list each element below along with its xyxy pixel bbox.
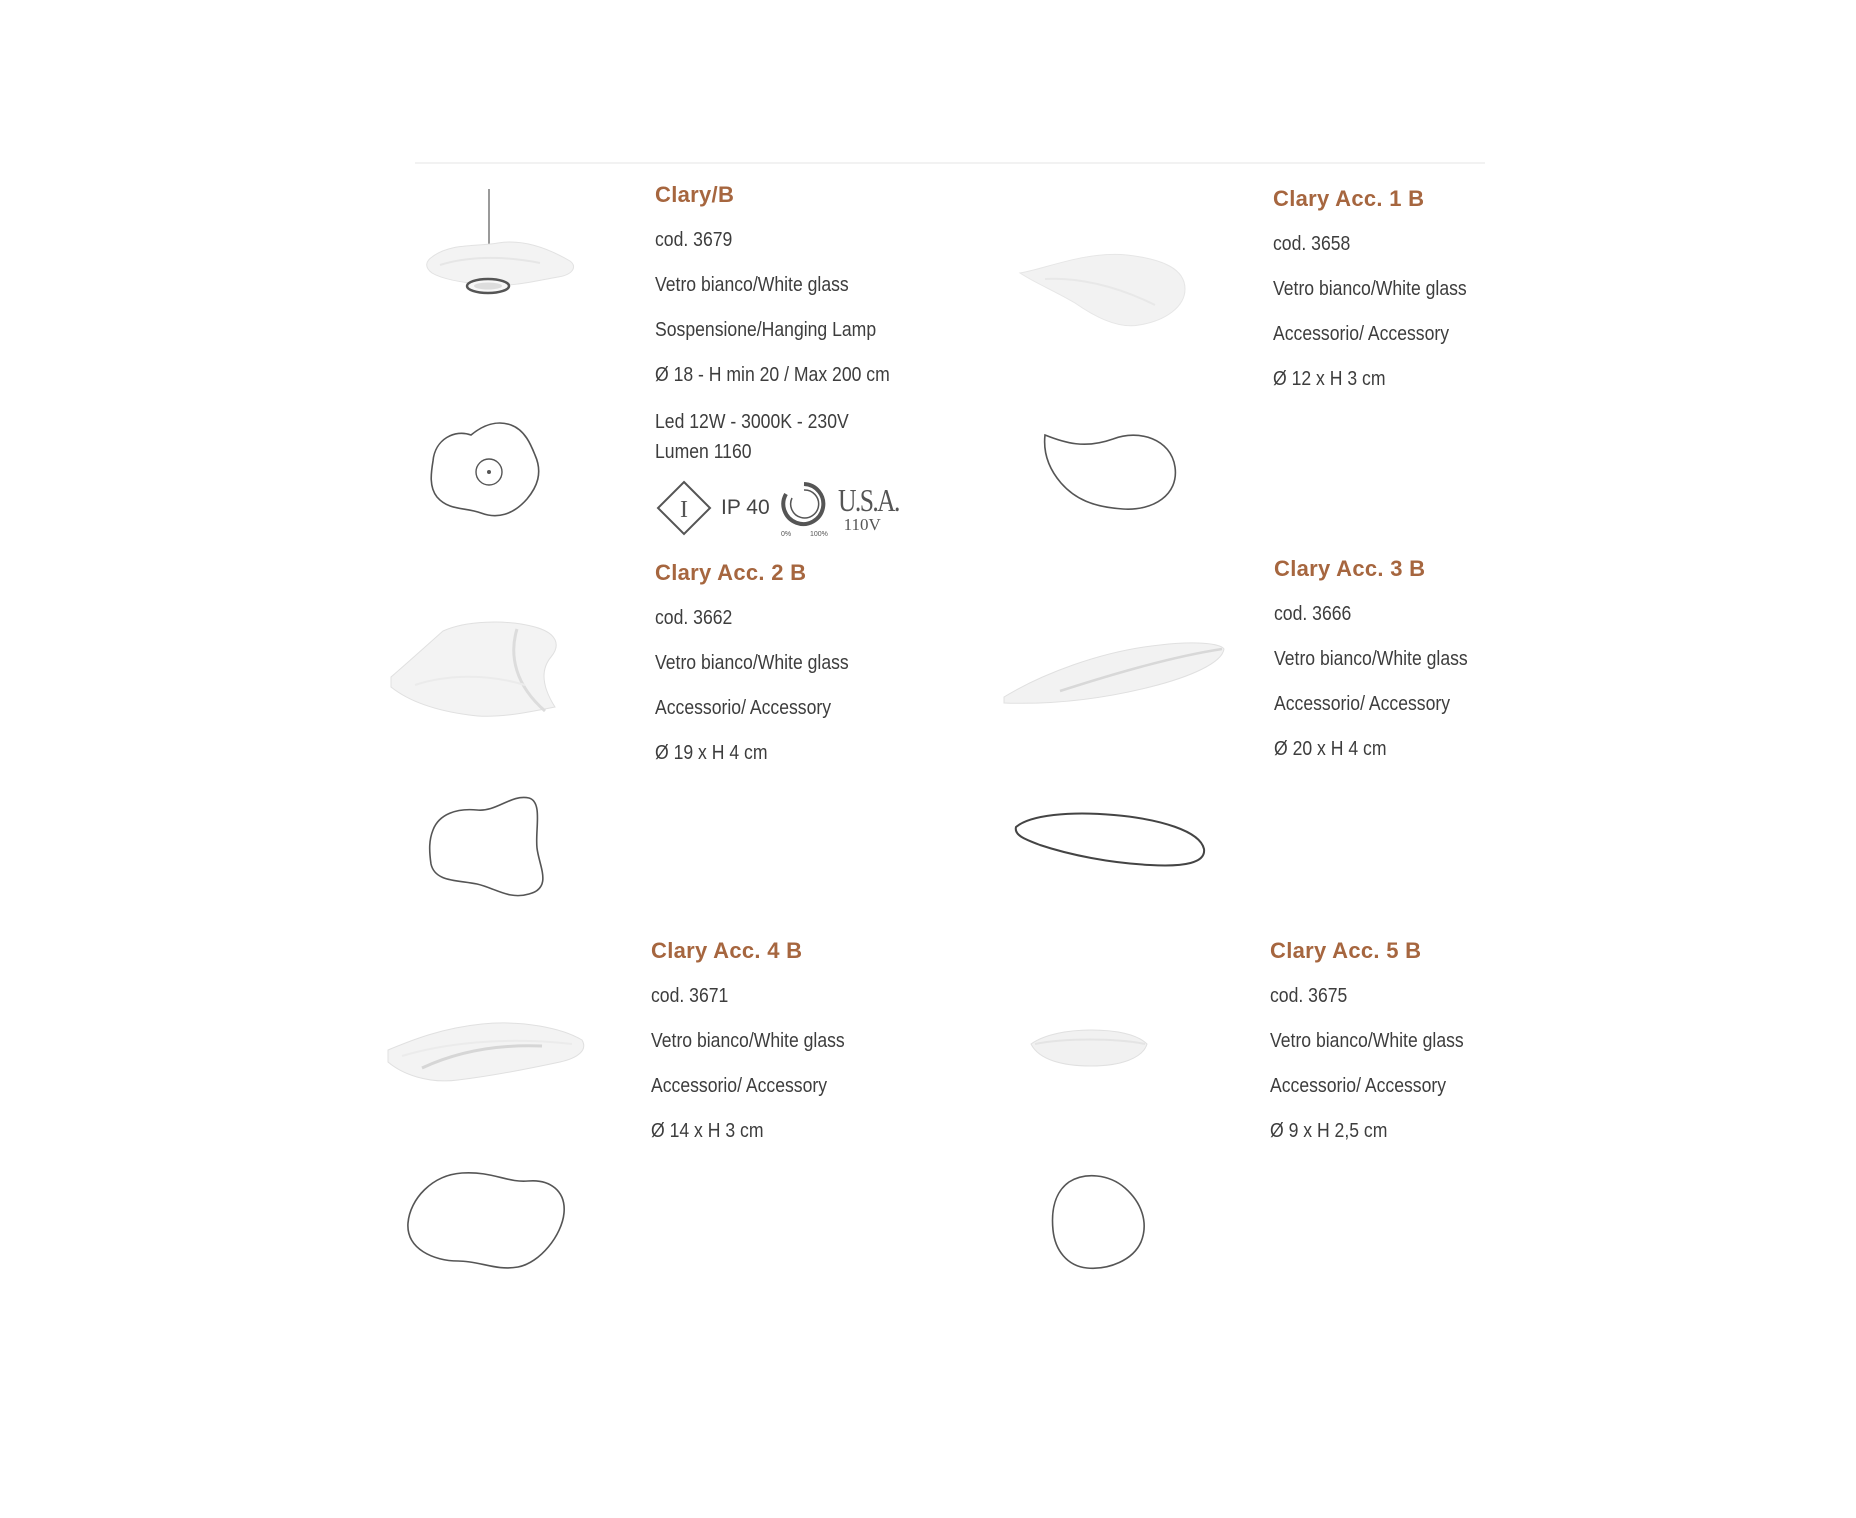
product-code: cod. 3658: [1273, 233, 1351, 255]
clary-b-outline: [425, 415, 560, 525]
clary-acc-2-b-outline: [425, 790, 555, 905]
product-code: cod. 3679: [655, 229, 733, 251]
usa-110v-badge: [837, 481, 914, 534]
product-type: Accessorio/ Accessory: [1270, 1075, 1447, 1097]
product-clary-b: [655, 182, 1015, 538]
electrical-power: Led 12W - 3000K - 230V: [655, 411, 849, 433]
product-dimensions: Ø 12 x H 3 cm: [1273, 368, 1386, 390]
product-type: Sospensione/Hanging Lamp: [655, 319, 877, 341]
product-type: Accessorio/ Accessory: [1273, 323, 1450, 345]
product-clary-acc-5-b: [1270, 938, 1630, 1163]
product-material: Vetro bianco/White glass: [651, 1030, 845, 1052]
clary-acc-4-b-outline: [400, 1165, 575, 1275]
dimmer-min: 0%: [780, 531, 791, 538]
usa-label: U.S.A.: [837, 481, 899, 518]
usa-voltage: 110V: [843, 514, 881, 534]
product-code: cod. 3662: [655, 607, 733, 629]
product-material: Vetro bianco/White glass: [1270, 1030, 1464, 1052]
product-type: Accessorio/ Accessory: [1274, 693, 1451, 715]
product-title: Clary Acc. 3 B: [1274, 556, 1426, 581]
product-type: Accessorio/ Accessory: [651, 1075, 828, 1097]
product-material: Vetro bianco/White glass: [655, 652, 849, 674]
product-dimensions: Ø 14 x H 3 cm: [651, 1120, 764, 1142]
product-dimensions: Ø 20 x H 4 cm: [1274, 738, 1387, 760]
clary-acc-1-b-photo: [1015, 245, 1190, 335]
product-title: Clary Acc. 1 B: [1273, 186, 1425, 211]
product-code: cod. 3671: [651, 985, 729, 1007]
product-dimensions: Ø 18 - H min 20 / Max 200 cm: [655, 364, 890, 386]
product-dimensions: Ø 19 x H 4 cm: [655, 742, 768, 764]
product-code: cod. 3666: [1274, 603, 1352, 625]
certification-badges: [655, 478, 1015, 538]
product-type: Accessorio/ Accessory: [655, 697, 832, 719]
product-title: Clary Acc. 5 B: [1270, 938, 1422, 963]
clary-acc-2-b-photo: [385, 615, 570, 725]
clary-b-photo: [420, 185, 600, 315]
product-dimensions: Ø 9 x H 2,5 cm: [1270, 1120, 1388, 1142]
class-i-diamond-icon: [655, 479, 713, 537]
product-title: Clary Acc. 2 B: [655, 560, 807, 585]
product-electrical: [655, 407, 972, 467]
top-divider: [415, 162, 1485, 164]
product-code: cod. 3675: [1270, 985, 1348, 1007]
product-clary-acc-4-b: [651, 938, 1011, 1163]
product-material: Vetro bianco/White glass: [655, 274, 849, 296]
dimmer-max: 100%: [809, 531, 828, 538]
product-clary-acc-2-b: [655, 560, 1015, 785]
clary-acc-4-b-photo: [382, 1010, 592, 1090]
product-material: Vetro bianco/White glass: [1273, 278, 1467, 300]
clary-acc-5-b-photo: [1025, 1020, 1155, 1075]
product-clary-acc-3-b: [1274, 556, 1634, 781]
clary-acc-3-b-photo: [1000, 635, 1230, 710]
clary-acc-1-b-outline: [1035, 425, 1185, 515]
class-mark: I: [680, 497, 688, 523]
ip-rating: IP 40: [721, 496, 770, 519]
product-title: Clary Acc. 4 B: [651, 938, 803, 963]
electrical-lumen: Lumen 1160: [655, 441, 752, 463]
product-clary-acc-1-b: [1273, 186, 1633, 411]
clary-acc-3-b-outline: [1010, 805, 1210, 870]
clary-acc-5-b-outline: [1045, 1170, 1155, 1275]
product-title: Clary/B: [655, 182, 735, 207]
dimmer-icon: [778, 478, 830, 538]
product-material: Vetro bianco/White glass: [1274, 648, 1468, 670]
